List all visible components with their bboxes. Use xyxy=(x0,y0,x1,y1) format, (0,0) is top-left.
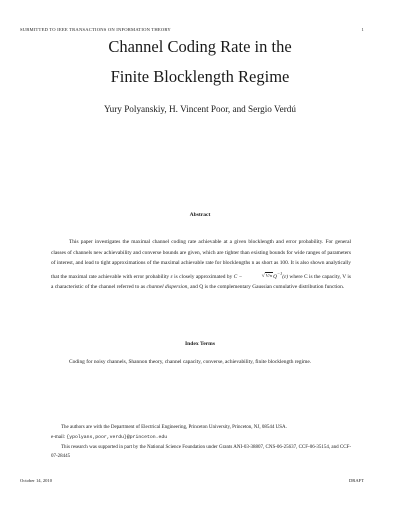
author-list: Yury Polyanskiy, H. Vincent Poor, and Sergio Verdú xyxy=(104,104,296,114)
paper-title-line-2: Finite Blocklength Regime xyxy=(110,67,290,86)
paper-title-line-1: Channel Coding Rate in the xyxy=(108,37,292,56)
draft-label: DRAFT xyxy=(348,478,364,483)
running-head xyxy=(20,27,364,32)
channel-dispersion-term: channel dispersion xyxy=(146,284,188,291)
abstract-heading: Abstract xyxy=(189,212,211,218)
abstract-text-1: This paper investigates the maximal channel coding rate achievable at a given blocklength and error probability. For general classes of channels new achievability and converse bounds are given, which are tighter than existing bounds for wide ranges of parameters of interest, and lead to tight approximations of the maximal achievable rate for blocklengths n as short as 100. It is also shown analytically that the maximal rate achievable with error probability ε is closely approximated by xyxy=(51,239,351,280)
affiliation-footnote: The authors are with the Department of Electrical Engineering, Princeton University, Princeton, NJ, 08544 USA. xyxy=(61,425,287,430)
index-terms-body xyxy=(51,357,351,368)
index-terms-heading: Index Terms xyxy=(185,341,215,347)
abstract-text-3: , and Q is the complementary Gaussian cumulative distribution function. xyxy=(187,284,345,291)
draft-date: October 14, 2010 xyxy=(20,478,53,483)
journal-name: SUBMITTED TO IEEE TRANSACTIONS ON INFORMATION THEORY xyxy=(20,27,171,32)
funding-footnote: This research was supported in part by the National Science Foundation under Grants ANI-03-38807, CNS-06-25637, CCF-06-35154, and CCF-07-28445 xyxy=(51,444,351,460)
square-root: √V/n xyxy=(261,273,273,280)
page-number: 1 xyxy=(361,27,364,32)
index-terms-text: Coding for noisy channels, Shannon theory, channel capacity, converse, achievability, finite blocklength regime. xyxy=(69,359,312,365)
abstract-body xyxy=(51,237,351,293)
page-footer xyxy=(20,478,364,483)
rate-approximation-formula: $C - √V/nQ^{-1}(\varepsilon)$ xyxy=(234,274,290,280)
email-line: e-mail: {ypolyans,poor,verdu}@princeton.edu xyxy=(51,434,168,440)
footnotes xyxy=(51,423,351,462)
author-email: {ypolyans,poor,verdu}@princeton.edu xyxy=(66,434,168,440)
abstract-text-2: where C is the capacity, V is a characteristic of the channel referred to as xyxy=(51,273,351,291)
